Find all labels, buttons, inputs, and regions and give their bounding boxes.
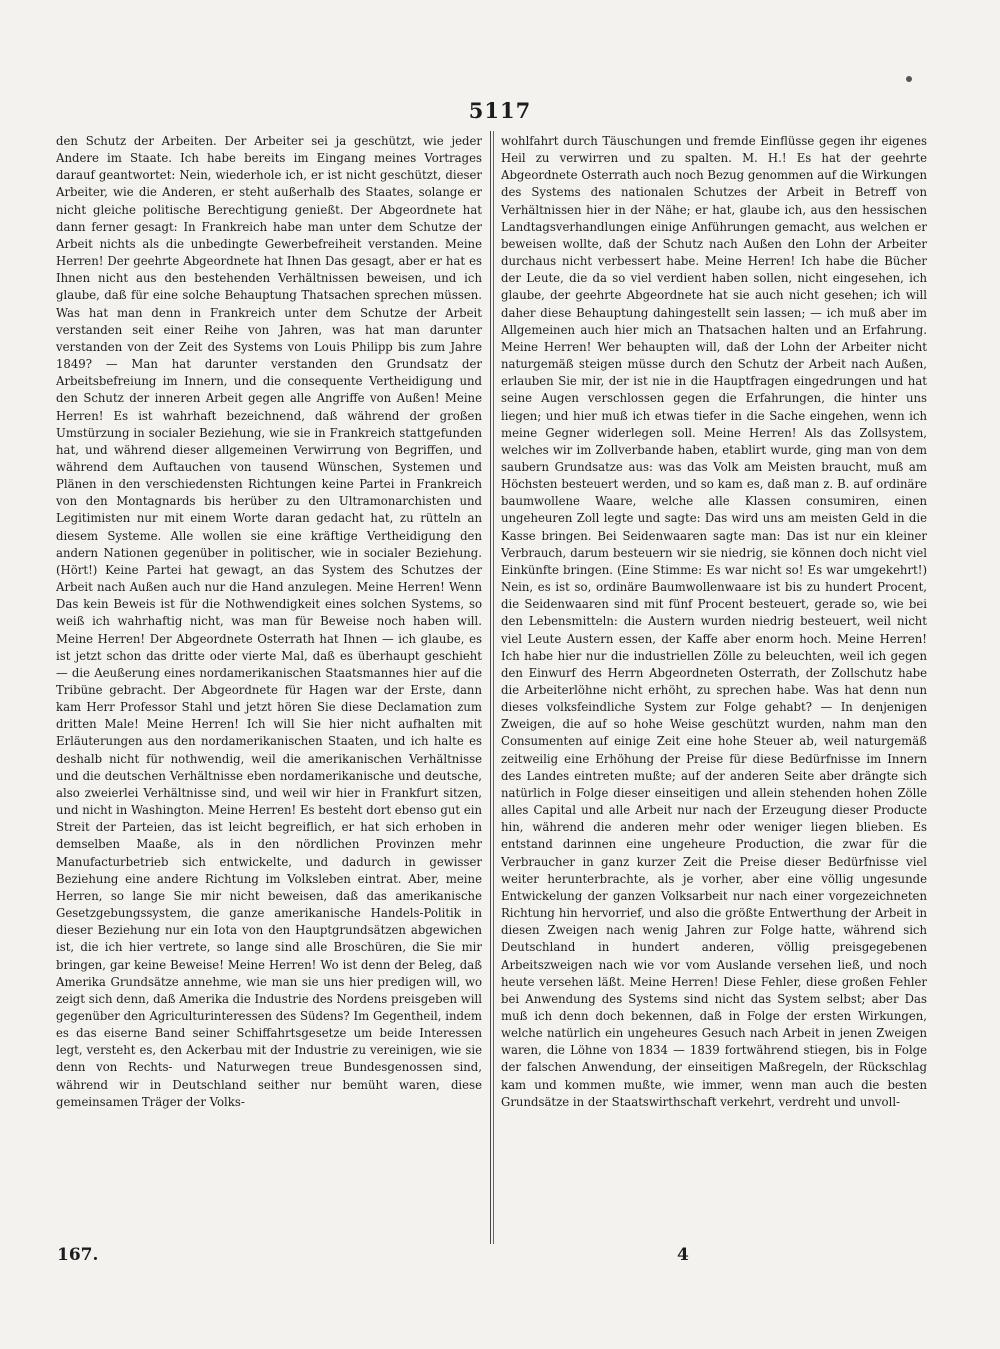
column-rule-inner xyxy=(493,131,494,1244)
column-rule xyxy=(490,131,491,1244)
ink-spot xyxy=(906,76,912,82)
signature-mark-left: 167. xyxy=(57,1245,99,1265)
signature-mark-right: 4 xyxy=(677,1245,689,1265)
left-column-text: den Schutz der Arbeiten. Der Arbeiter sei ja geschützt, wie jeder Andere im Staate. Ich habe bereits im Eingang meines Vortrages darauf geantwortet: Nein, wiederhole ich, er ist nicht geschützt, dieser Arbeiter, wie die Anderen, er steht außerhalb des Staates, solange er nicht gleiche politische Berechtigung genießt. Der Abgeordnete hat dann ferner gesagt: In Frankreich habe man unter dem Schutze der Arbeit nichts als die unbedingte Gewerbefreiheit verstanden. Meine Herren! Der geehrte Abgeordnete hat Ihnen Das gesagt, aber er hat es Ihnen nicht aus den bestehenden Verhältnissen beweisen, und ich glaube, daß für eine solche Behauptung Thatsachen sprechen müssen. Was hat man denn in Frankreich unter dem Schutze der Arbeit verstanden seit einer Reihe von Jahren, was hat man darunter verstanden von der Zeit des Systems von Louis Philipp bis zum Jahre 1849? — Man hat darunter verstanden den Grundsatz der Arbeitsbefreiung im Innern, und die consequente Vertheidigung und den Schutz der inneren Arbeit gegen alle Angriffe von Außen! Meine Herren! Es ist wahrhaft bezeichnend, daß während der großen Umstürzung in socialer Beziehung, wie sie in Frankreich stattgefunden hat, und während dieser allgemeinen Verwirrung von Begriffen, und während dem Auftauchen von tausend Wünschen, Systemen und Plänen in den verschiedensten Richtungen keine Partei in Frankreich von den Montagnards bis herüber zu den Ultramonarchisten und Legitimisten nur mit einem Worte daran gedacht hat, zu rütteln an diesem Systeme. Alle wollen sie eine kräftige Vertheidigung den andern Nationen gegenüber in politischer, wie in socialer Beziehung. (Hört!) Keine Partei hat gewagt, an das System des Schutzes der Arbeit nach Außen auch nur die Hand anzulegen. Meine Herren! Wenn Das kein Beweis ist für die Nothwendigkeit eines solchen Systems, so weiß ich wahrhaftig nicht, was man für Beweise noch haben will. Meine Herren! Der Abgeordnete Osterrath hat Ihnen — ich glaube, es ist jetzt schon das dritte oder vierte Mal, daß es überhaupt geschieht — die Aeußerung eines nordamerikanischen Staatsmannes hier auf die Tribüne gebracht. Der Abgeordnete für Hagen war der Erste, dann kam Herr Professor Stahl und jetzt hören Sie diese Declamation zum dritten Male! Meine Herren! Ich will Sie hier nicht aufhalten mit Erläuterungen aus den nordamerikanischen Staaten, und ich halte es deshalb nicht für nothwendig, weil die amerikanischen Verhältnisse und die deutschen Verhältnisse eben nordamerikanische und deutsche, also zweierlei Verhältnisse sind, und weil wir hier in Frankfurt sitzen, und nicht in Washington. Meine Herren! Es besteht dort ebenso gut ein Streit der Parteien, das ist leicht begreiflich, er hat sich erhoben in demselben Maaße, als in den nördlichen Provinzen mehr Manufacturbetrieb sich entwickelte, und dadurch in gewisser Beziehung eine andere Richtung im Volksleben eintrat. Aber, meine Herren, so lange Sie mir nicht beweisen, daß das amerikanische Gesetzgebungssystem, die ganze amerikanische Handels-Politik in dieser Beziehung nur ein Iota von den Hauptgrundsätzen abgewichen ist, die ich hier vertrete, so lange sind alle Broschüren, die Sie mir bringen, gar keine Beweise! Meine Herren! Wo ist denn der Beleg, daß Amerika Grundsätze annehme, wie man sie uns hier predigen will, wo zeigt sich denn, daß Amerika die Industrie des Nordens preisgeben will gegenüber den Agriculturinteressen des Südens? Im Gegentheil, indem es das eiserne Band seiner Schiffahrtsgesetze um beide Interessen legt, versteht es, den Ackerbau mit der Industrie zu vereinigen, wie sie denn von Rechts- und Naturwegen treue Bundesgenossen sind, während wir in Deutschland seither nur bemüht waren, diese gemeinsamen Träger der Volks- xyxy=(56,134,482,1109)
right-column-text: wohlfahrt durch Täuschungen und fremde Einflüsse gegen ihr eigenes Heil zu verwirren und zu spalten. M. H.! Es hat der geehrte Abgeordnete Osterrath auch noch Bezug genommen auf die Wirkungen des Systems des nationalen Schutzes der Arbeit in Betreff von Verhältnissen hier in der Nähe; er hat, glaube ich, aus den hessischen Landtagsverhandlungen einige Anführungen gemacht, aus welchen er beweisen wollte, daß der Schutz nach Außen den Lohn der Arbeiter durchaus nicht verbessert habe. Meine Herren! Ich habe die Bücher der Leute, die da so viel verdient haben sollen, nicht eingesehen, ich glaube, der geehrte Abgeordnete hat sie auch nicht gesehen; ich will daher diese Behauptung dahingestellt sein lassen; — ich muß aber im Allgemeinen auch hier mich an Thatsachen halten und an Erfahrung. Meine Herren! Wer behaupten will, daß der Lohn der Arbeiter nicht naturgemäß steigen müsse durch den Schutz der Arbeit nach Außen, erlauben Sie mir, der ist nie in die Hauptfragen eingedrungen und hat seine Augen verschlossen gegen die Erfahrungen, die hinter uns liegen; und hier muß ich etwas tiefer in die Sache eingehen, wenn ich meine Gegner widerlegen soll. Meine Herren! Als das Zollsystem, welches wir im Zollverbande haben, etablirt wurde, ging man von dem saubern Grundsatze aus: was das Volk am Meisten braucht, muß am Höchsten besteuert werden, und so kam es, daß man z. B. auf ordinäre baumwollene Waare, welche alle Klassen consumiren, einen ungeheuren Zoll legte und sagte: Das wird uns am meisten Geld in die Kasse bringen. Bei Seidenwaaren sagte man: Das ist nur ein kleiner Verbrauch, darum besteuern wir sie niedrig, sie können doch nicht viel Einkünfte bringen. (Eine Stimme: Es war nicht so! Es war umgekehrt!) Nein, es ist so, ordinäre Baumwollenwaare ist bis zu hundert Procent, die Seidenwaaren sind mit fünf Procent besteuert, gerade so, wie bei den Lebensmitteln: die Austern wurden niedrig besteuert, weil nicht viel Leute Austern essen, der Kaffe aber enorm hoch. Meine Herren! Ich habe hier nur die industriellen Zölle zu beleuchten, weil ich gegen den Einwurf des Herrn Abgeordneten Osterrath, der Zollschutz habe die Arbeiterlöhne nicht erhöht, zu sprechen habe. Was hat denn nun dieses volksfeindliche System zur Folge gehabt? — In denjenigen Zweigen, die auf so hohe Weise geschützt wurden, nahm man den Consumenten auf einige Zeit eine hohe Steuer ab, weil naturgemäß zeitweilig eine Erhöhung der Preise für diese Bedürfnisse im Innern des Landes eintreten mußte; auf der anderen Seite aber drängte sich natürlich in Folge dieser einseitigen und allein stehenden hohen Zölle alles Capital und alle Arbeit nur nach der Erzeugung dieser Producte hin, während die anderen mehr oder weniger liegen blieben. Es entstand darinnen eine ungeheure Production, die zwar für die Verbraucher in ganz kurzer Zeit die Preise dieser Bedürfnisse viel weiter herunterbrachte, als je vorher, aber eine völlig ungesunde Entwickelung der ganzen Volksarbeit nur nach einer vorgezeichneten Richtung hin hervorrief, und also die größte Entwerthung der Arbeit in diesen Zweigen nach wenig Jahren zur Folge hatte, während sich Deutschland in hundert anderen, völlig preisgegebenen Arbeitszweigen nach wie vor vom Auslande versehen ließ, und noch heute versehen läßt. Meine Herren! Diese Fehler, diese großen Fehler bei Anwendung des Systems sind nicht das System selbst; aber Das muß ich denn doch bekennen, daß in Folge der ersten Wirkungen, welche natürlich ein ungeheures Gesuch nach Arbeit in jenen Zweigen waren, die Löhne von 1834 — 1839 fortwährend stiegen, bis in Folge der falschen Anwendung, der einseitigen Maßregeln, der Rückschlag kam und kommen mußte, wie immer, wenn man auch die besten Grundsätze in der Staatswirthschaft verkehrt, verdreht und unvoll- xyxy=(501,134,927,1109)
page-number: 5117 xyxy=(468,98,532,123)
